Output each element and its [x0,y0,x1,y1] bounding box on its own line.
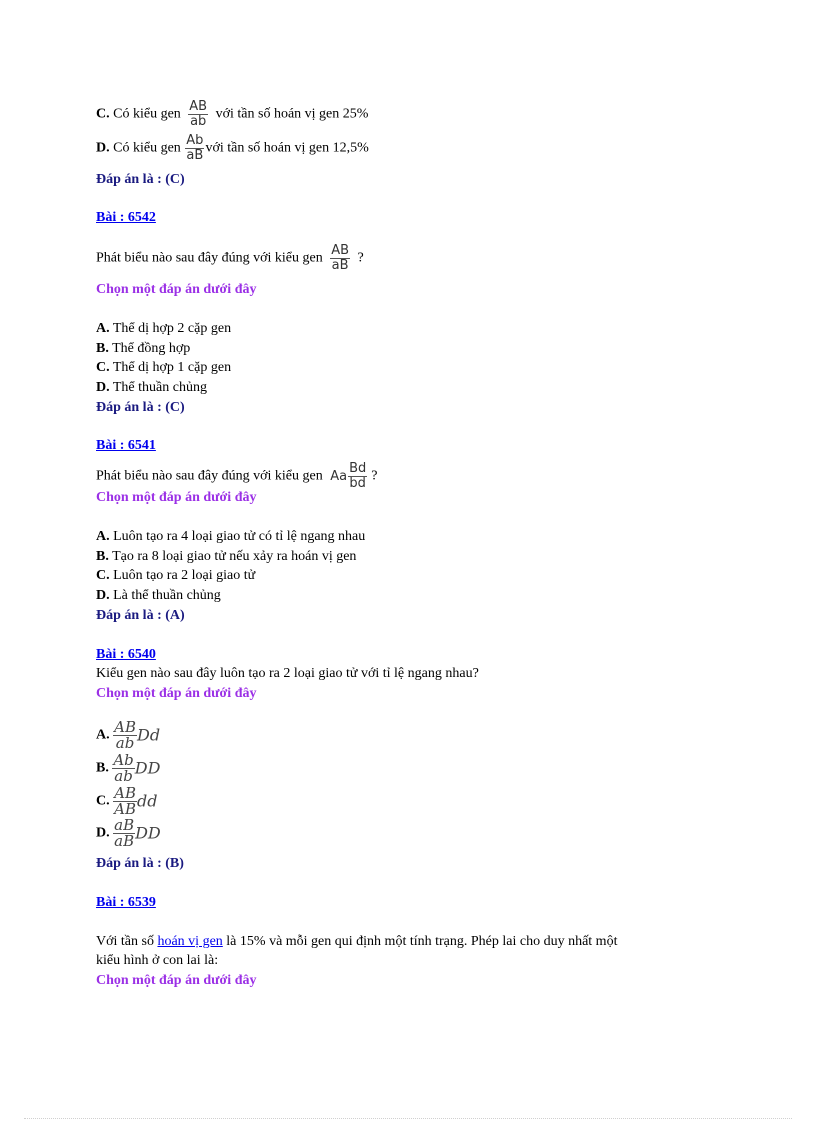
genotype-fraction [113,818,135,849]
option-text-post: với tần số hoán vị gen 12,5% [205,140,369,156]
option-b-6540 [96,753,160,784]
option-d-6540 [96,818,161,849]
fraction-numerator: Ab [113,751,134,769]
question-title-6541[interactable] [96,437,156,455]
question-title-6542[interactable] [96,209,156,227]
answer-prefix: Đáp án là : [96,172,162,187]
question-title-link[interactable]: Bài : 6541 [96,438,156,453]
fraction-denominator: ab [114,767,133,785]
option-text: Thể dị hợp 2 cặp gen [112,321,232,336]
option-c-6541 [96,567,255,585]
fraction-numerator: aB [114,816,135,834]
term-link[interactable]: hoán vị gen [157,934,223,949]
answer-value: (C) [165,172,185,187]
genotype-fraction [113,786,137,817]
option-text: Thể đồng hợp [112,341,191,356]
option-b-6542 [96,340,190,358]
answer-value: (A) [165,608,185,623]
fraction-denominator: aB [114,832,135,850]
genotype-suffix: DD [134,758,161,778]
genotype-fraction [348,462,367,491]
option-label: C. [96,568,110,583]
option-label: A. [96,529,110,544]
option-text: Tạo ra 8 loại giao tử nếu xảy ra hoán vị gen [112,549,357,564]
answer-6540 [96,855,184,873]
option-label: C. [96,360,110,375]
genotype-fraction [112,753,134,784]
answer-6543 [96,171,185,189]
choose-prompt: Chọn một đáp án dưới đây [96,490,257,505]
genotype-fraction [330,244,350,273]
option-label: D. [96,140,110,156]
genotype-suffix: Dd [136,725,161,745]
option-d-6543 [96,134,369,163]
option-a-6541 [96,528,365,546]
fraction-denominator: ab [190,114,207,129]
fraction-numerator: Ab [186,133,204,148]
option-text: Thể dị hợp 1 cặp gen [112,360,232,375]
question-text: là 15% và mỗi gen qui định một tính trạng. Phép lai cho duy nhất một [226,934,618,949]
option-text-pre: Có kiểu gen [113,140,181,156]
option-c-6542 [96,359,231,377]
option-label: A. [96,321,110,336]
question-text-6541 [96,462,377,491]
fraction-denominator: bd [349,476,366,491]
question-text-6539-line1 [96,933,617,951]
option-label: C. [96,106,110,122]
choose-prompt: Chọn một đáp án dưới đây [96,282,257,297]
option-text-post: với tần số hoán vị gen 25% [215,106,369,122]
genotype-fraction [188,100,208,129]
option-label: D. [96,825,110,841]
answer-value: (C) [165,400,185,415]
question-mark: ? [357,250,364,266]
genotype-fraction [185,134,204,163]
option-label: D. [96,588,110,603]
choose-prompt: Chọn một đáp án dưới đây [96,973,257,988]
question-title-6539[interactable] [96,894,156,912]
question-text: Với tần số [96,934,154,949]
fraction-numerator: AB [189,99,208,114]
option-a-6542 [96,320,231,338]
choose-prompt: Chọn một đáp án dưới đây [96,686,257,701]
genotype-suffix: dd [136,791,158,811]
answer-6541 [96,607,185,625]
option-text-pre: Có kiểu gen [113,106,181,122]
genotype-fraction [113,720,137,751]
option-label: B. [96,760,109,776]
answer-value: (B) [165,856,184,871]
option-a-6540 [96,720,160,751]
fraction-denominator: aB [331,258,349,273]
question-title-6540[interactable] [96,646,156,664]
option-text: Thể thuần chủng [112,380,207,395]
option-label: A. [96,727,110,743]
answer-6542 [96,399,185,417]
question-text-6542 [96,244,364,273]
question-text: Phát biểu nào sau đây đúng với kiểu gen [96,468,323,484]
question-text-6539-line2: kiểu hình ở con lai là: [96,953,219,968]
option-text: Luôn tạo ra 4 loại giao tử có tỉ lệ ngang nhau [113,529,366,544]
answer-prefix: Đáp án là : [96,608,162,623]
option-label: D. [96,380,110,395]
option-label: B. [96,549,109,564]
question-mark: ? [371,468,378,484]
answer-prefix: Đáp án là : [96,856,162,871]
fraction-numerator: AB [114,784,136,802]
option-label: C. [96,793,110,809]
option-c-6543 [96,100,368,129]
question-text: Phát biểu nào sau đây đúng với kiểu gen [96,250,323,266]
page-bottom-divider [24,1118,792,1119]
option-d-6541 [96,587,221,605]
question-title-link[interactable]: Bài : 6539 [96,895,156,910]
question-title-link[interactable]: Bài : 6542 [96,210,156,225]
option-d-6542 [96,379,207,397]
fraction-numerator: AB [331,243,350,258]
fraction-numerator: Bd [349,461,367,476]
fraction-denominator: AB [114,800,136,818]
question-title-link[interactable]: Bài : 6540 [96,647,156,662]
genotype-prefix: Aa [330,468,348,484]
option-text: Là thể thuần chủng [113,588,221,603]
fraction-numerator: AB [114,718,136,736]
genotype-suffix: DD [135,823,161,843]
answer-prefix: Đáp án là : [96,400,162,415]
option-label: B. [96,341,109,356]
option-text: Luôn tạo ra 2 loại giao tử [113,568,256,583]
fraction-denominator: ab [115,734,135,752]
option-c-6540 [96,786,157,817]
fraction-denominator: aB [186,148,204,163]
option-b-6541 [96,548,356,566]
question-text-6540: Kiểu gen nào sau đây luôn tạo ra 2 loại giao tử với tỉ lệ ngang nhau? [96,666,479,681]
